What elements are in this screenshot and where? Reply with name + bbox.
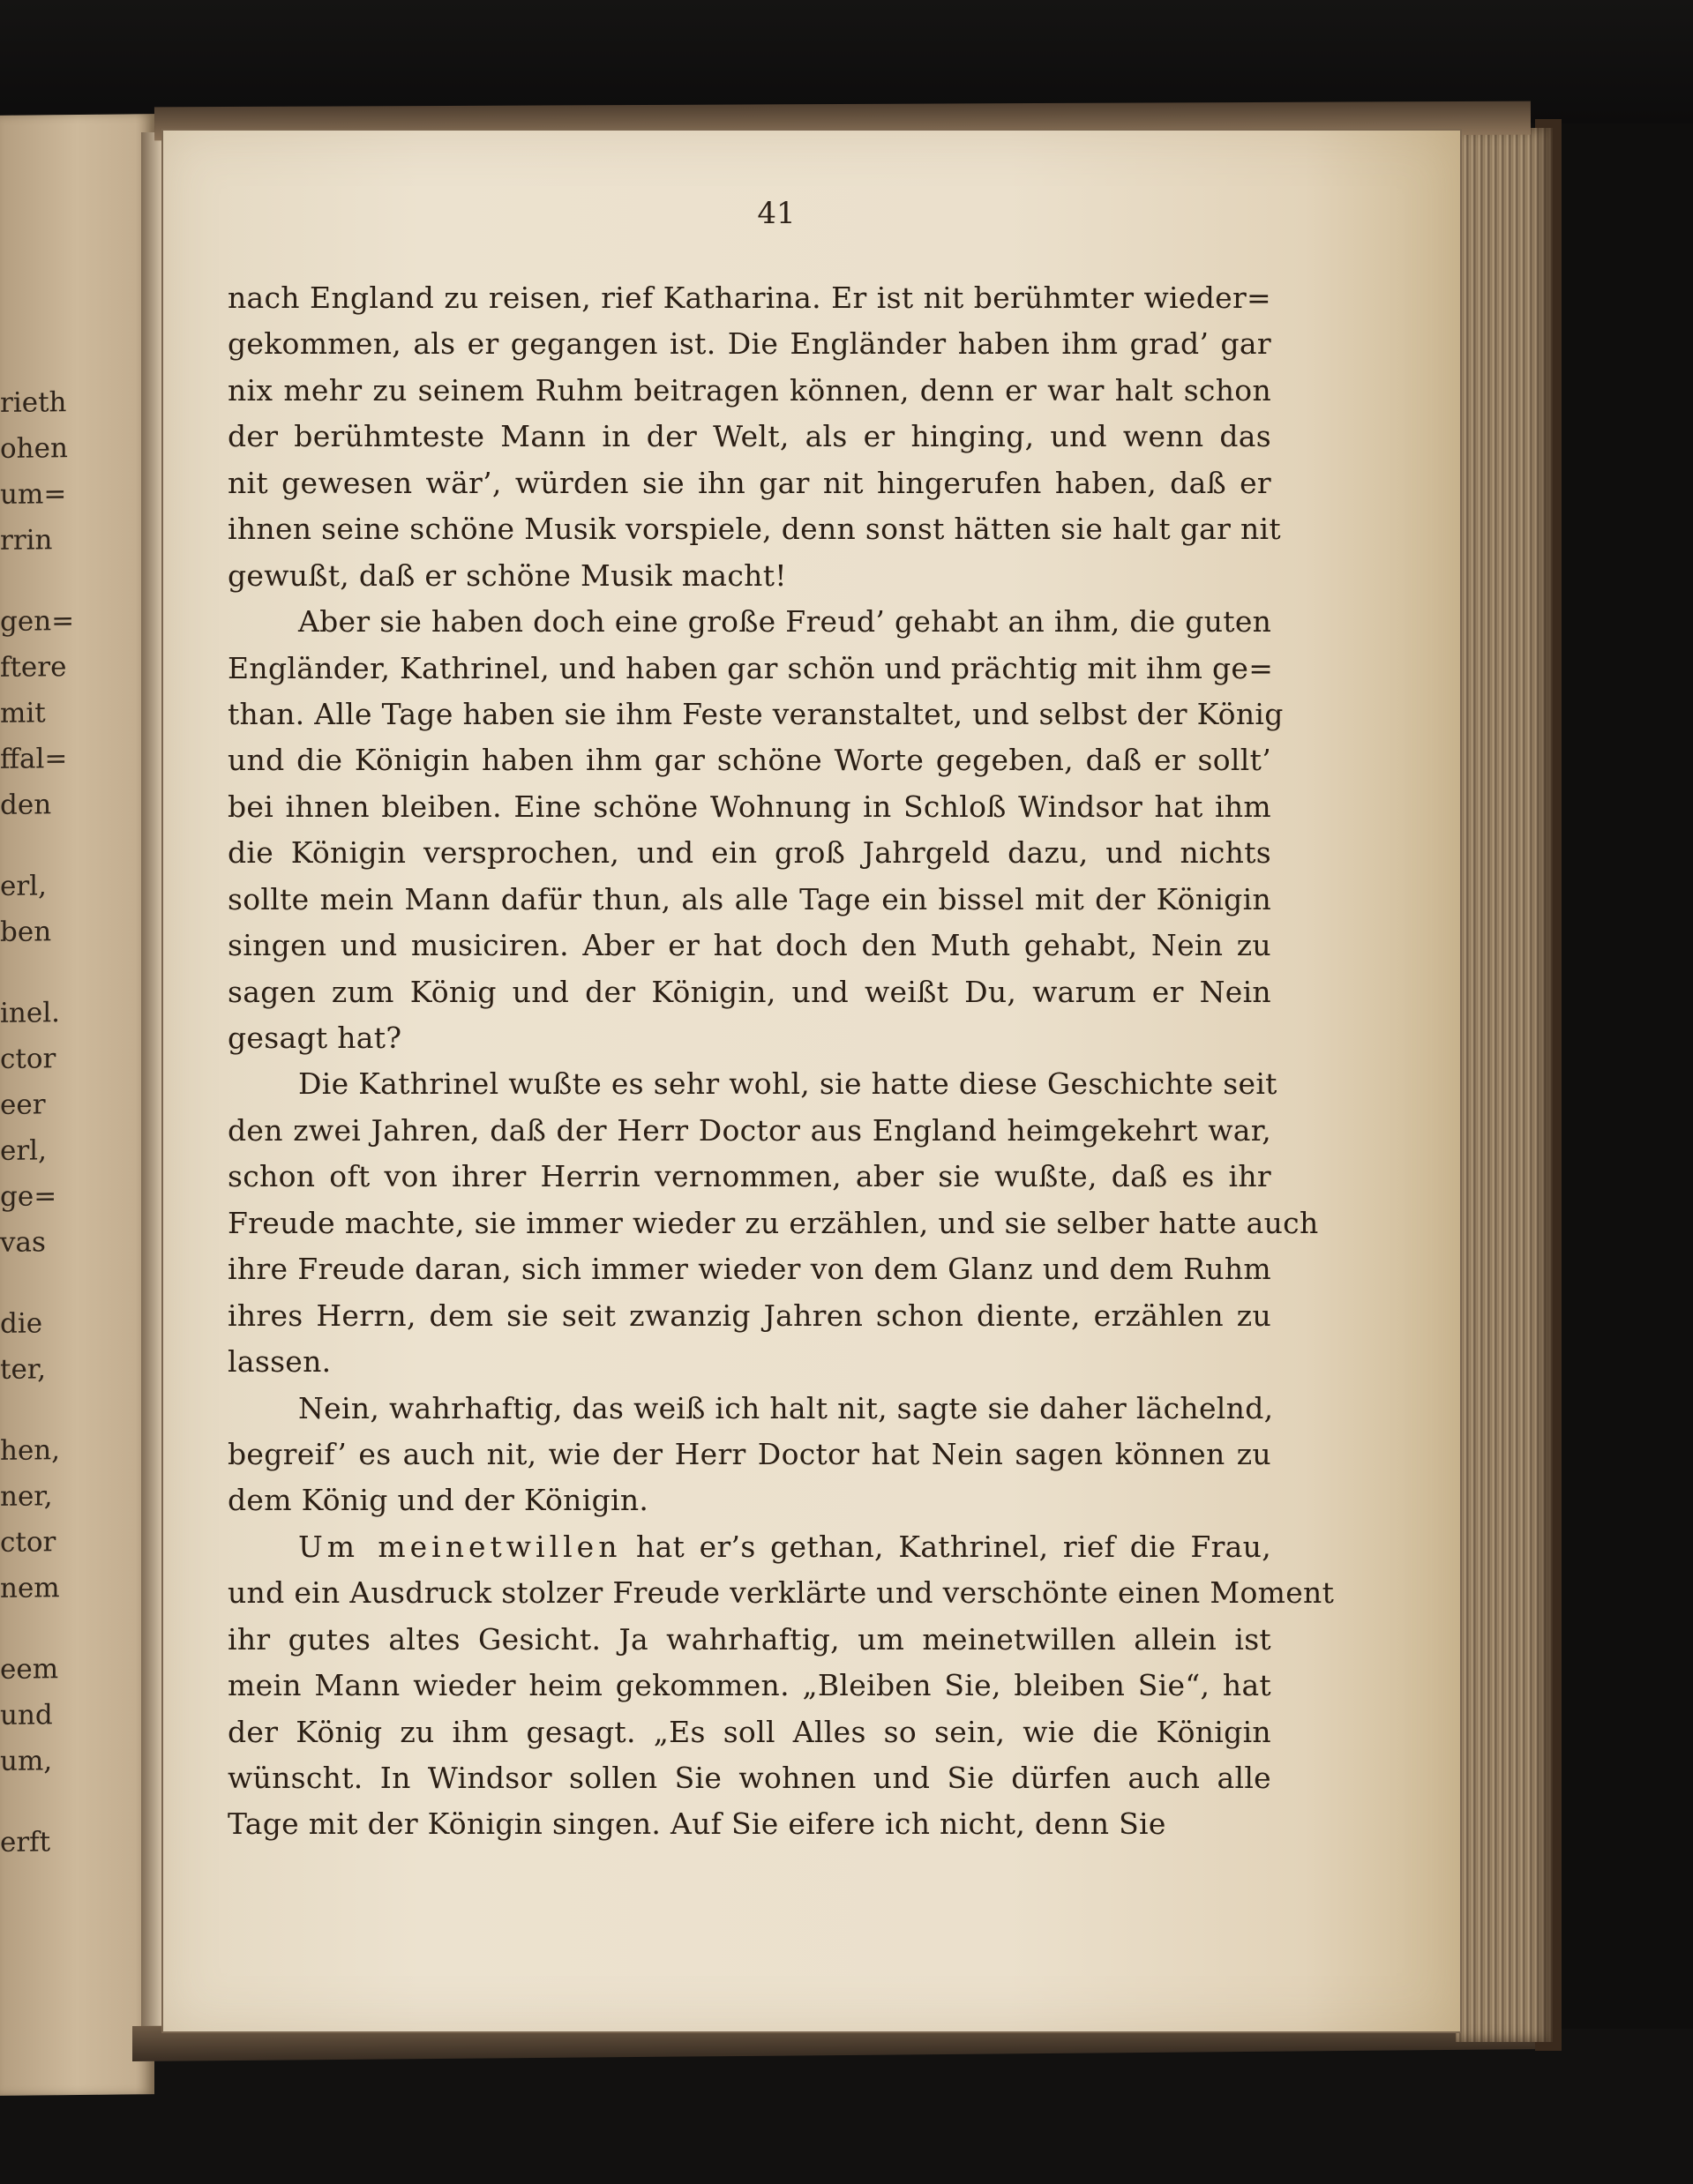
text-line: ihnen seine schöne Musik vorspiele, denn sonst hätten sie halt gar nit [228,512,1281,547]
text-line: Die Kathrinel wußte es sehr wohl, sie hatte diese Geschichte seit [298,1066,1277,1102]
text-line: Engländer, Kathrinel, und haben gar schön und prächtig mit ihm ge= [228,650,1274,685]
text-line: Nein, wahrhaftig, das weiß ich halt nit, sagte sie daher lächelnd, [298,1390,1274,1425]
left-page-fragment: eer [0,1088,46,1121]
text-line: der König zu ihm gesagt. „Es soll Alles so sein, wie die Königin [228,1714,1271,1749]
text-line: und ein Ausdruck stolzer Freude verklärte und verschönte einen Moment [228,1575,1335,1611]
left-page-fragment: ter, [0,1353,47,1386]
left-page-fragment [0,827,53,864]
left-page-fragment: ffal= [0,743,68,775]
text-line: sollte mein Mann dafür thun, als alle Tage ein bissel mit der Königin [228,881,1271,916]
text-line: dem König und der Königin. [228,1483,649,1518]
left-page-fragment [0,954,53,991]
text-line: nit gewesen wär’, würden sie ihn gar nit hingerufen haben, daß er [228,465,1271,500]
left-page-fragment [0,1784,53,1820]
left-page-fragment: gen= [0,605,75,638]
left-page-fragment: um, [0,1745,53,1777]
left-page-fragment: hen, [0,1434,61,1467]
text-line: ihr gutes altes Gesicht. Ja wahrhaftig, um meinetwillen allein ist [228,1621,1271,1657]
left-page-fragment: den [0,789,52,821]
left-page-fragment: ctor [0,1526,56,1559]
spaced-emphasis-text: Um meinetwillen [298,1529,622,1564]
left-page-fragment: ohen [0,432,68,465]
text-line: bei ihnen bleiben. Eine schöne Wohnung in Schloß Windsor hat ihm [228,789,1271,824]
left-page-fragment: mit [0,697,46,729]
text-line: und die Königin haben ihm gar schöne Worte gegeben, daß er sollt’ [228,743,1271,778]
left-page-fragment: ner, [0,1480,53,1513]
left-page-fragment: vas [0,1226,46,1259]
left-page-fragment: ben [0,916,52,948]
text-line: ihres Herrn, dem sie seit zwanzig Jahren schon diente, erzählen zu [228,1298,1271,1333]
left-page-fragment [0,1392,53,1428]
left-page-fragment: rieth [0,386,67,419]
text-line: singen und musiciren. Aber er hat doch den Muth gehabt, Nein zu [228,928,1271,963]
text-line: begreif’ es auch nit, wie der Herr Doctor hat Nein sagen können zu [228,1436,1271,1471]
left-page-fragment: rrin [0,524,53,557]
left-page-fragment: erl, [0,870,47,902]
left-page-fragment: und [0,1699,53,1731]
text-line: Aber sie haben doch eine große Freud’ gehabt an ihm, die guten [298,604,1272,639]
left-page-fragment: erft [0,1826,51,1859]
text-line: mein Mann wieder heim gekommen. „Bleiben Sie, bleiben Sie“, hat [228,1668,1271,1703]
text-line: nix mehr zu seinem Ruhm beitragen können, denn er war halt schon [228,372,1271,408]
text-line: der berühmteste Mann in der Welt, als er hinging, und wenn das [228,419,1271,454]
page-number: 41 [757,196,796,231]
left-page-fragment: erl, [0,1134,47,1167]
text-line: than. Alle Tage haben sie ihm Feste veranstaltet, und selbst der König [228,696,1284,731]
left-page-fragment [0,1265,53,1301]
left-page-fragment [0,1611,53,1647]
left-page-fragment: um= [0,478,67,511]
page-fore-edge [1456,128,1553,2042]
left-page-fragment: ctor [0,1043,56,1075]
left-page-fragment: eem [0,1653,59,1686]
left-page-fragment [0,563,53,599]
left-page-fragment: ge= [0,1180,57,1213]
text-line: nach England zu reisen, rief Katharina. Er ist nit berühmter wieder= [228,280,1271,315]
text-line-rest: hat er’s gethan, Kathrinel, rief die Frau, [621,1529,1271,1564]
left-page [0,114,154,2096]
text-line: gewußt, daß er schöne Musik macht! [228,557,787,593]
text-line: sagen zum König und der Königin, und weißt Du, warum er Nein [228,974,1271,1009]
text-line: Tage mit der Königin singen. Auf Sie eifere ich nicht, denn Sie [228,1806,1166,1842]
left-page-fragment: ftere [0,651,67,684]
text-line: die Königin versprochen, und ein groß Jahrgeld dazu, und nichts [228,835,1271,871]
left-page-fragment: die [0,1307,43,1340]
left-page-fragment: nem [0,1572,60,1604]
text-line: schon oft von ihrer Herrin vernommen, aber sie wußte, daß es ihr [228,1159,1271,1194]
left-page-text-fragments [0,379,75,1866]
text-line: wünscht. In Windsor sollen Sie wohnen und Sie dürfen auch alle [228,1761,1271,1795]
left-page-fragment: inel. [0,997,60,1029]
text-line: Freude machte, sie immer wieder zu erzählen, und sie selber hatte auch [228,1205,1319,1240]
text-line: gesagt hat? [228,1021,402,1055]
text-line: den zwei Jahren, daß der Herr Doctor aus England heimgekehrt war, [228,1112,1271,1148]
text-line: gekommen, als er gegangen ist. Die Engländer haben ihm grad’ gar [228,326,1271,362]
text-line [228,1524,1271,1570]
text-line: ihre Freude daran, sich immer wieder von dem Glanz und dem Ruhm [228,1252,1271,1287]
text-line: lassen. [228,1344,332,1380]
page-body-text [228,275,1335,1848]
